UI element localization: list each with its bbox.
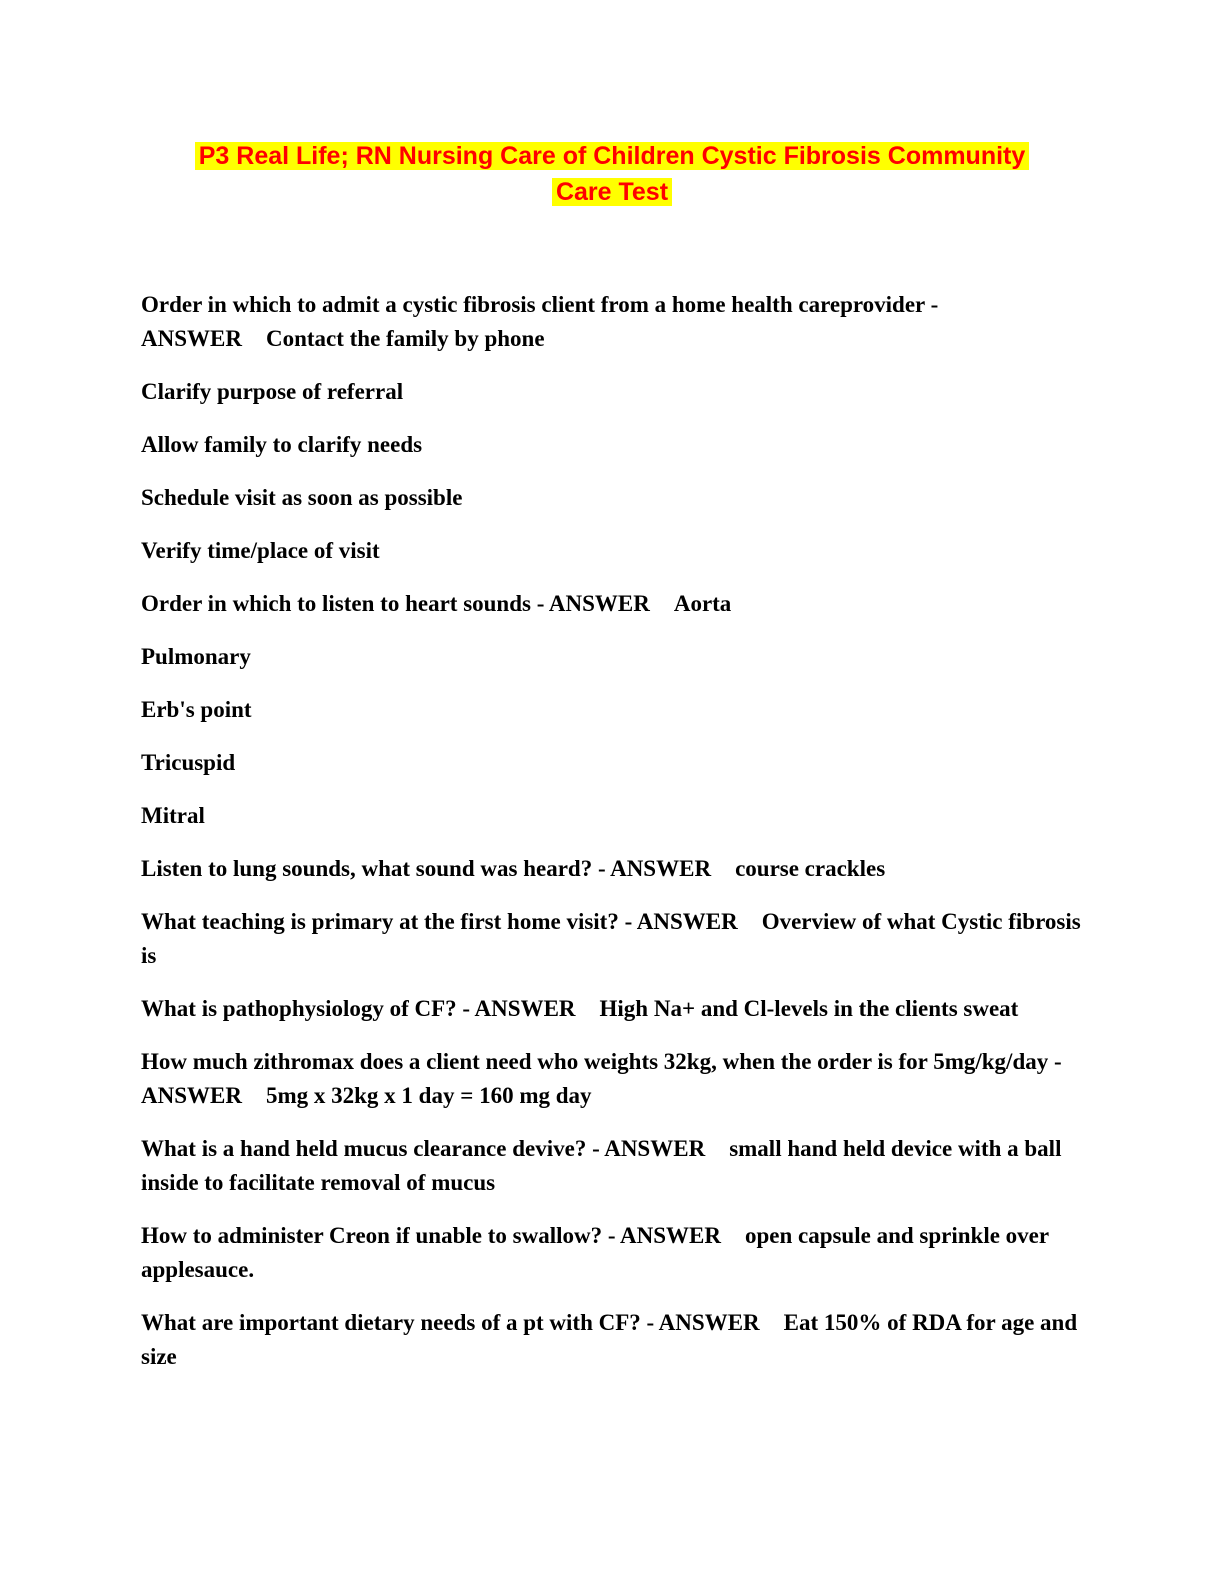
answer-text: Overview of what Cystic fibrosis is xyxy=(141,909,1081,968)
qa-item xyxy=(141,905,1081,973)
question-text: What are important dietary needs of a pt with CF? - ANSWER xyxy=(141,1310,760,1335)
question-text: Listen to lung sounds, what sound was heard? - ANSWER xyxy=(141,856,712,881)
answer-text: open capsule and sprinkle over applesauce. xyxy=(141,1223,1049,1282)
answer-text: Contact the family by phone xyxy=(265,326,545,351)
answer-text: 5mg x 32kg x 1 day = 160 mg day xyxy=(265,1083,592,1108)
question-text: Order in which to listen to heart sounds - ANSWER xyxy=(141,591,650,616)
list-item xyxy=(141,799,1081,833)
answer-text: course crackles xyxy=(735,856,886,881)
list-item xyxy=(141,746,1081,780)
question-text: Order in which to admit a cystic fibrosis client from a home health careprovider - xyxy=(141,292,939,317)
document-title xyxy=(140,138,1084,210)
qa-item xyxy=(141,587,1081,621)
document-body xyxy=(141,288,1081,1393)
item-text: Verify time/place of visit xyxy=(141,538,380,563)
answer-text: small hand held device with a ball inside to facilitate removal of mucus xyxy=(141,1136,1062,1195)
question-text: How to administer Creon if unable to swallow? - ANSWER xyxy=(141,1223,721,1248)
list-item xyxy=(141,428,1081,462)
item-text: Clarify purpose of referral xyxy=(141,379,404,404)
answer-text: High Na+ and Cl-levels in the clients sweat xyxy=(599,996,1019,1021)
item-text: Erb's point xyxy=(141,697,252,722)
item-text: Mitral xyxy=(141,803,205,828)
question-text: What teaching is primary at the first home visit? - ANSWER xyxy=(141,909,738,934)
qa-item xyxy=(141,1132,1081,1200)
qa-item xyxy=(141,1045,1081,1113)
list-item xyxy=(141,640,1081,674)
question-text: What is pathophysiology of CF? - ANSWER xyxy=(141,996,576,1021)
item-text: Pulmonary xyxy=(141,644,251,669)
answer-label: ANSWER xyxy=(141,326,242,351)
answer-text: Eat 150% of RDA for age and size xyxy=(141,1310,1078,1369)
item-text: Allow family to clarify needs xyxy=(141,432,423,457)
list-item xyxy=(141,693,1081,727)
list-item xyxy=(141,481,1081,515)
qa-item xyxy=(141,1306,1081,1374)
answer-text: Aorta xyxy=(673,591,732,616)
item-text: Schedule visit as soon as possible xyxy=(141,485,463,510)
list-item xyxy=(141,375,1081,409)
qa-item xyxy=(141,288,1081,356)
question-text: What is a hand held mucus clearance devive? - ANSWER xyxy=(141,1136,706,1161)
title-line-2: Care Test xyxy=(552,178,672,206)
title-line-1: P3 Real Life; RN Nursing Care of Children Cystic Fibrosis Community xyxy=(195,142,1030,170)
qa-item xyxy=(141,852,1081,886)
qa-item xyxy=(141,992,1081,1026)
item-text: Tricuspid xyxy=(141,750,236,775)
list-item xyxy=(141,534,1081,568)
question-text: How much zithromax does a client need who weights 32kg, when the order is for 5mg/kg/day - ANSWER xyxy=(141,1049,1062,1108)
qa-item xyxy=(141,1219,1081,1287)
